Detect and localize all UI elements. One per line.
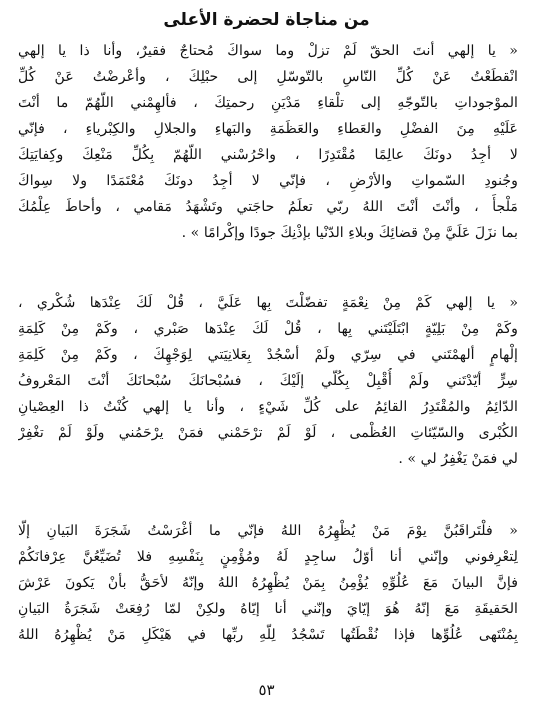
- text-line: انْقطَعْتُ عَنْ كُلِّ النّاسِ بالتّوسّلِ إلى حبْلِكَ ، وأعْرضْتُ عَنْ كُلِّ: [18, 69, 518, 85]
- text-line: الدّائِمُ والمُقْتَدِرُ القائِمُ على كُلِّ شَيْءٍ ، وأنا يا إلهي كُنْتُ ذا العِصْيانِ: [18, 399, 518, 415]
- page-number: ٥٣: [258, 681, 275, 699]
- text-line: مَلْجأً ، وأنْتَ أنْتَ اللهُ ربّي تعلَمُ حاجَتي وتَشْهَدُ مَقامي ، وأحاطَ عِلْمُكَ: [18, 199, 518, 215]
- text-line: لي فمَنْ يَغْفِرُ لي » .: [398, 451, 518, 467]
- text-line: سِرٍّ أيّدْتَني ولَمْ أُقْبِلْ بِكُلّي إلَيْكَ ، فسُبْحانَكَ سُبْحانَكَ أنْتَ المَعْروفُ: [18, 373, 518, 389]
- prayer-paragraph-3: [18, 518, 518, 648]
- prayer-paragraph-2: [18, 290, 518, 472]
- prayer-paragraph-1: [18, 38, 518, 246]
- text-line: فإنَّ البيانَ مَعَ عُلُوِّهِ يُؤْمِنُ بِمَنْ يُظْهِرُهُ اللهُ وإنّهُ لأحَقُّ بأنْ يَكونَ عَرْشَ: [18, 575, 518, 591]
- text-line: « يا إلهي كَمْ مِنْ نِعْمَةٍ تفضّلْتَ بِها عَلَيَّ ، قُلْ لَكَ عِنْدَها شُكْري ،: [18, 295, 518, 311]
- text-line: وكَمْ مِنْ بَلِيّةٍ ابْتَلَيْتَني بِها ، قُلْ لَكَ عِنْدَها صَبْري ، وكَمْ مِنْ كَلِمَةِ: [18, 321, 518, 337]
- text-line: الحَقيقَةِ مَعَ إنّهُ هُوَ إيّايَ وإنّني أنا إيّاهُ ولكِنْ لمّا رُفِعَتْ شَجَرَةُ البَيانِ: [18, 601, 518, 617]
- text-line: بِمُنْتَهى عُلُوِّها فإذا نُقْطَتُها تَسْجُدُ لِلّهِ ربِّها في هَيْكَلِ مَنْ يُظْهِرُهُ اللهُ: [18, 627, 518, 643]
- text-line: الكُبْرى والسّيّئاتِ العُظْمى ، لَوْ لَمْ ترْحَمْني فمَنْ يرْحَمُني ولَوْ لَمْ تغْفِرْ: [18, 425, 518, 441]
- text-line: « فلْتَراقَبُنَّ يوْمَ مَنْ يُظْهِرُهُ اللهُ فإنّي ما أغْرَسْتُ شَجَرَةَ البَيانِ إلّا: [18, 523, 518, 539]
- text-line: لِتعْرِفوني وإنّني أنا أوّلُ ساجِدٍ لَهُ ومُؤْمِنٍ بِنَفْسِهِ فلا تُضَيِّعُنَّ عِرْفانَكُمْ: [18, 549, 518, 565]
- text-line: إلْهامٍ ألهمْتَني في سِرّي ولَمْ أسْجُدْ بِعَلانِيَتي لِوَجْهِكَ ، وكَمْ مِنْ كَلِمَةِ: [18, 347, 518, 363]
- text-line: لا أجِدُ دونَكَ عالِمًا مُقْتَدِرًا ، واحْرُسْني اللّهُمّ بِكُلِّ مَنْعِكَ وكِفايَتِكَ: [18, 147, 518, 163]
- text-line: عَلَيْهِ مِنَ الفضْلِ والعَطاءِ والعَظَمَةِ والبَهاءِ والجلالِ والكِبْرياءِ ، فإنّي: [18, 121, 518, 137]
- page-title: من مناجاة لحضرة الأعلى: [163, 10, 370, 30]
- text-line: الموْجوداتِ بالتّوجّهِ إلى تلْقاءِ مَدْيَنِ رحمتِكَ ، فألهِمْني اللّهُمّ ما أنْتَ: [18, 95, 518, 111]
- text-line: « يا إلهي أنتَ الحقّ لَمْ تزلْ وما سواكَ مُحتاجٌ فقيرٌ، وأنا ذا يا إلهي: [18, 43, 518, 59]
- text-line: بما نزَلَ عَلَيَّ مِنْ قضائِكَ وبلاءِ الدّنْيا بإذْنِكَ جودًا وإكْرامًا » .: [181, 225, 518, 241]
- text-line: وجُنودِ السّمواتِ والأرْضِ ، فإنّي لا أجِدُ دونَكَ مُعْتَمَدًا ولا سِواكَ: [18, 173, 518, 189]
